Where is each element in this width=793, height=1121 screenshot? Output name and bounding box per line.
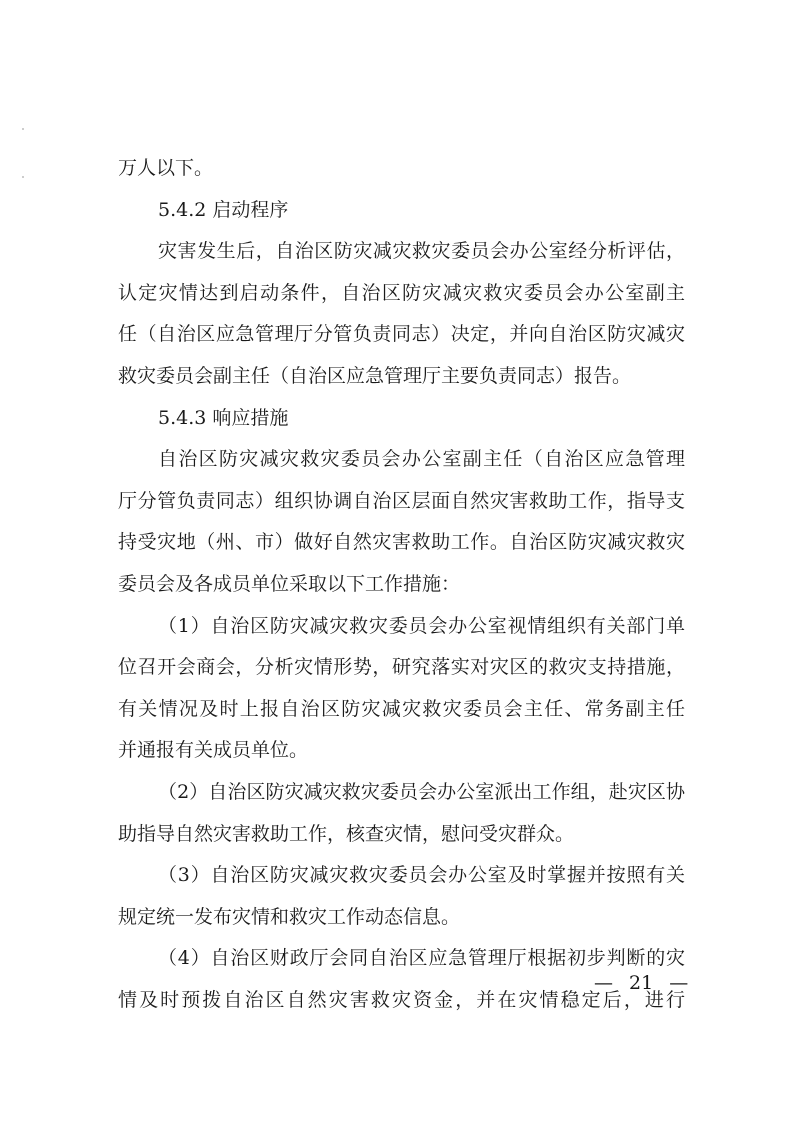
text-line: 助指导自然灾害救助工作，核查灾情，慰问受灾群众。 <box>118 822 575 845</box>
text-line: 救灾委员会副主任（自治区应急管理厅主要负责同志）报告。 <box>118 364 632 387</box>
text-line: 规定统一发布灾情和救灾工作动态信息。 <box>118 905 461 928</box>
text-line: 万人以下。 <box>118 157 214 179</box>
document-body <box>118 148 685 1021</box>
text-line: 灾害发生后，自治区防灾减灾救灾委员会办公室经分析评估， <box>158 240 685 263</box>
text-line: 情及时预拨自治区自然灾害救灾资金，并在灾情稳定后，进行 <box>118 988 685 1011</box>
text-line: 持受灾地（州、市）做好自然灾害救助工作。自治区防灾减灾救灾 <box>118 531 685 554</box>
text-line: 认定灾情达到启动条件，自治区防灾减灾救灾委员会办公室副主 <box>118 281 685 304</box>
text-line: （3）自治区防灾减灾救灾委员会办公室及时掌握并按照有关 <box>158 864 685 887</box>
text-line: （4）自治区财政厅会同自治区应急管理厅根据初步判断的灾 <box>158 947 685 970</box>
text-line: （2）自治区防灾减灾救灾委员会办公室派出工作组，赴灾区协 <box>158 780 685 803</box>
section-heading: 5.4.3 响应措施 <box>158 406 289 429</box>
text-line: 任（自治区应急管理厅分管负责同志）决定，并向自治区防灾减灾 <box>118 323 685 346</box>
section-heading: 5.4.2 启动程序 <box>158 198 289 221</box>
page-number-dash-left: — <box>594 972 613 994</box>
text-line: 有关情况及时上报自治区防灾减灾救灾委员会主任、常务副主任 <box>118 697 685 720</box>
text-line: 自治区防灾减灾救灾委员会办公室副主任（自治区应急管理 <box>158 448 685 471</box>
text-line: 委员会及各成员单位采取以下工作措施： <box>118 572 461 595</box>
text-line: 并通报有关成员单位。 <box>118 739 309 762</box>
text-line: （1）自治区防灾减灾救灾委员会办公室视情组织有关部门单 <box>158 614 685 637</box>
text-line: 位召开会商会，分析灾情形势，研究落实对灾区的救灾支持措施， <box>118 656 685 679</box>
scan-speck <box>22 128 24 130</box>
text-line: 厅分管负责同志）组织协调自治区层面自然灾害救助工作，指导支 <box>118 489 685 512</box>
scan-speck <box>22 176 24 178</box>
page-number-value: 21 <box>629 972 654 994</box>
page-number-dash-right: — <box>669 972 689 994</box>
page-number <box>594 968 689 998</box>
